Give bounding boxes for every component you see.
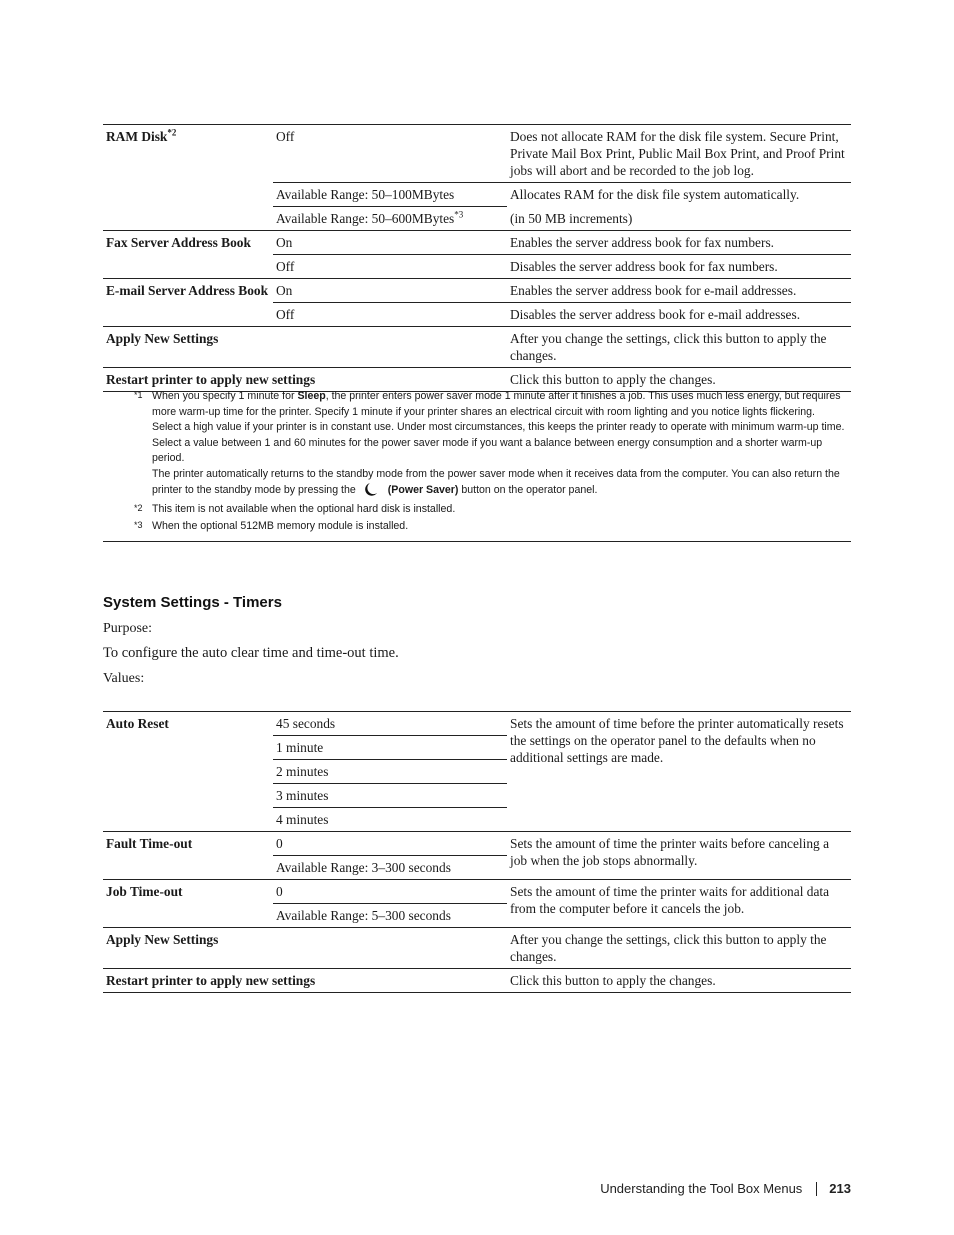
option-value: 3 minutes	[273, 784, 507, 808]
option-description: Allocates RAM for the disk file system automatically.	[507, 183, 851, 207]
footnote-3: *3 When the optional 512MB memory module is installed.	[103, 519, 851, 535]
sleep-term: Sleep	[297, 390, 326, 402]
footnote-ref: *3	[454, 209, 464, 220]
footnote-mark: *1	[134, 390, 143, 400]
chapter-title: Understanding the Tool Box Menus	[600, 1181, 803, 1196]
option-value: 1 minute	[273, 736, 507, 760]
settings-table-2	[103, 711, 851, 993]
option-range: Available Range: 3–300 seconds	[273, 856, 507, 880]
row-label-apply-settings: Apply New Settings	[103, 928, 273, 969]
row-label-email-address-book: E-mail Server Address Book	[103, 279, 273, 327]
purpose-label: Purpose:	[103, 621, 152, 636]
option-description: Does not allocate RAM for the disk file system. Secure Print, Private Mail Box Print, Public Mail Box Print, and Proof Print jobs will abort and be recorded to the job log.	[507, 125, 851, 183]
power-saver-term: (Power Saver)	[387, 484, 459, 496]
option-range: Available Range: 5–300 seconds	[273, 904, 507, 928]
option-value: 0	[273, 832, 507, 856]
footnote-ref: *2	[167, 127, 177, 138]
option-description: Click this button to apply the changes.	[507, 368, 851, 392]
option-off: Off	[273, 255, 507, 279]
row-label-apply-settings: Apply New Settings	[103, 327, 273, 368]
row-label-restart-printer: Restart printer to apply new settings	[103, 969, 507, 993]
row-label-restart-printer: Restart printer to apply new settings	[103, 368, 507, 392]
option-description: After you change the settings, click this button to apply the changes.	[507, 327, 851, 368]
option-description: Sets the amount of time the printer waits before canceling a job when the job stops abnormally.	[507, 832, 851, 880]
option-description: Enables the server address book for fax numbers.	[507, 231, 851, 255]
option-description: Enables the server address book for e-mail addresses.	[507, 279, 851, 303]
footnote-2: *2 This item is not available when the optional hard disk is installed.	[103, 502, 851, 518]
page-footer	[600, 1181, 851, 1196]
row-label-fault-timeout: Fault Time-out	[103, 832, 273, 880]
option-value: 0	[273, 880, 507, 904]
footnote-1: *1 When you specify 1 minute for Sleep, the printer enters power saver mode 1 minute after it finishes a job. This uses much less energy, but requires more warm-up time for the printer. Specify 1 minute if your printer shares an electrical circuit with room lighting and you notice lights flickering. Select a high value if your printer is in constant use. Under most circumstances, this keeps the printer ready to operate with minimum warm-up time. Select a value between 1 and 60 minutes for the power saver mode if you want a balance between energy consumption and a shorter warm-up period. The printer automatically returns to the standby mode from the power saver mode when it receives data from the computer. You can also return the printer to the standby mode by pressing the (Power Saver) button on the operator panel.	[103, 389, 851, 499]
row-label-fax-address-book: Fax Server Address Book	[103, 231, 273, 279]
option-description: Sets the amount of time before the printer automatically resets the settings on the operator panel to the defaults when no additional settings are made.	[507, 712, 851, 832]
option-off: Off	[273, 303, 507, 327]
section-title: System Settings - Timers	[103, 594, 282, 611]
option-range: Available Range: 50–600MBytes$^{*3}$	[273, 207, 507, 231]
option-description: Disables the server address book for e-mail addresses.	[507, 303, 851, 327]
footnote-mark: *3	[134, 520, 143, 530]
values-label: Values:	[103, 671, 145, 686]
option-description: (in 50 MB increments)	[510, 210, 633, 226]
option-description: After you change the settings, click this button to apply the changes.	[507, 928, 851, 969]
purpose-text: To configure the auto clear time and time-out time.	[103, 645, 399, 661]
footnotes	[103, 389, 851, 542]
option-value: 4 minutes	[273, 808, 507, 832]
option-on: On	[273, 279, 507, 303]
row-label-ram-disk: RAM Disk$^{*2}$	[103, 125, 273, 231]
option-off: Off	[273, 125, 507, 183]
option-description: Disables the server address book for fax numbers.	[507, 255, 851, 279]
option-value: 2 minutes	[273, 760, 507, 784]
row-label-auto-reset: Auto Reset	[103, 712, 273, 832]
power-saver-moon-icon	[362, 482, 382, 496]
row-label-job-timeout: Job Time-out	[103, 880, 273, 928]
option-description: Click this button to apply the changes.	[507, 969, 851, 993]
option-description: Sets the amount of time the printer waits for additional data from the computer before it cancels the job.	[507, 880, 851, 928]
page-number: 213	[829, 1181, 851, 1196]
option-range: Available Range: 50–100MBytes	[273, 183, 507, 207]
option-value: 45 seconds	[273, 712, 507, 736]
footer-divider	[816, 1182, 817, 1196]
option-on: On	[273, 231, 507, 255]
footnote-mark: *2	[134, 502, 143, 513]
settings-table-1	[103, 124, 851, 392]
